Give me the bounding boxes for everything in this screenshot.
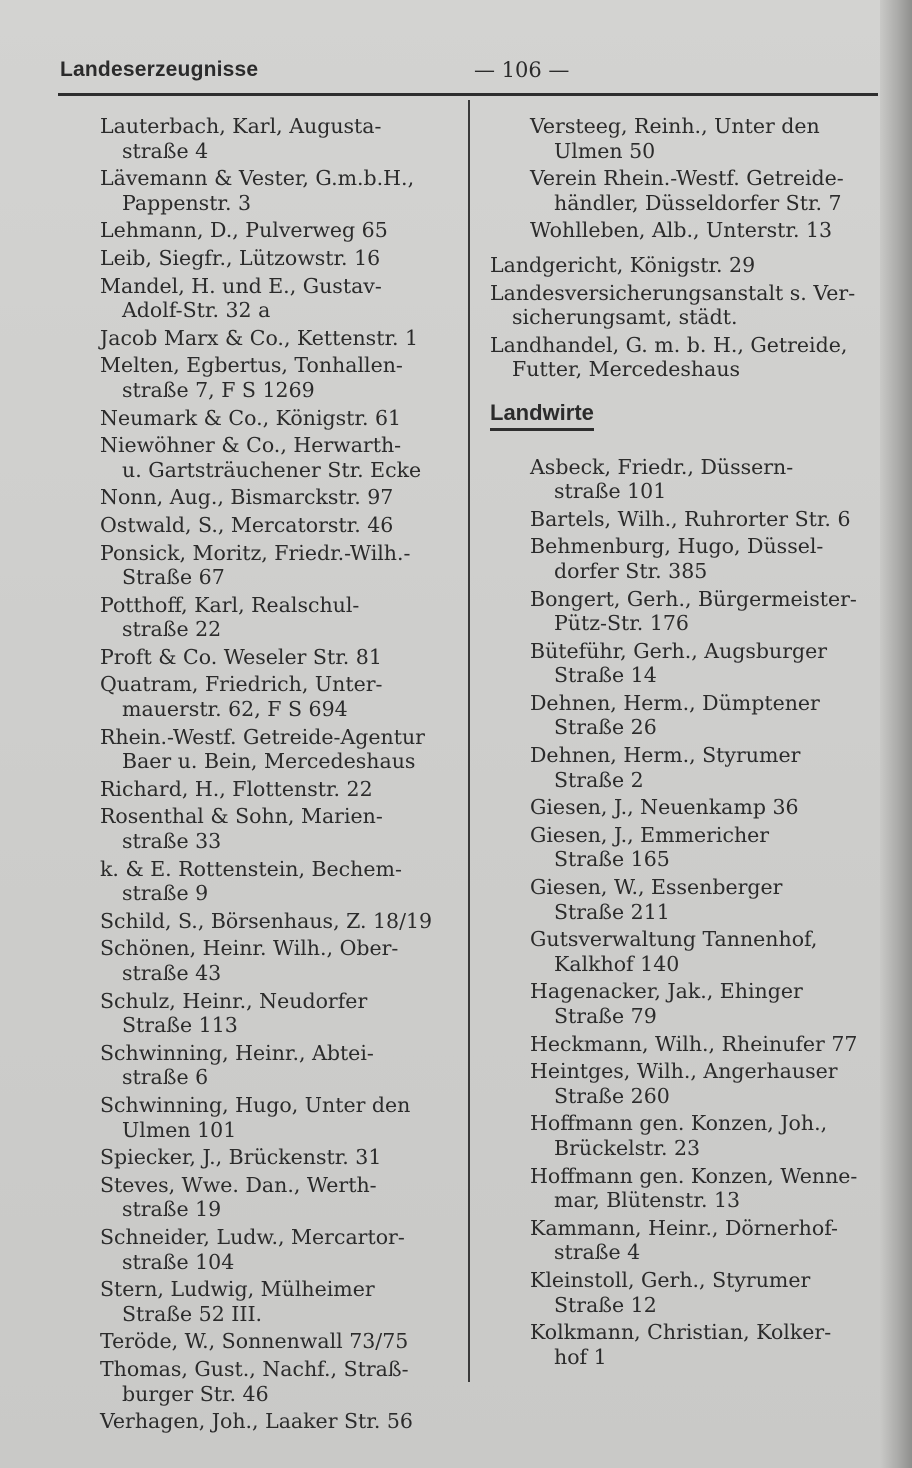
list-item	[490, 1216, 890, 1265]
list-item	[100, 1041, 460, 1090]
entry-name-line: Kammann, Heinr., Dörnerhof-	[530, 1215, 838, 1240]
entry-name-line: Gutsverwaltung Tannenhof,	[530, 927, 818, 952]
list-item	[100, 909, 460, 934]
entry-name-line: Hoffmann gen. Konzen, Joh.,	[530, 1111, 828, 1136]
entry-name-line: Giesen, W., Essenberger	[530, 875, 783, 900]
entry-name-line: Ostwald, S., Mercatorstr. 46	[100, 512, 394, 537]
list-item	[490, 1268, 890, 1317]
entry-continuation-line: Straße 165	[554, 847, 670, 872]
entry-continuation-line: burger Str. 46	[122, 1381, 269, 1406]
entry-name-line: Neumark & Co., Königstr. 61	[100, 405, 402, 430]
entry-continuation-line: sicherungsamt, städt.	[512, 305, 738, 330]
entry-name-line: Schulz, Heinr., Neudorfer	[100, 988, 368, 1013]
list-item	[490, 1164, 890, 1213]
entry-name-line: Büteführ, Gerh., Augsburger	[530, 638, 828, 663]
entry-continuation-line: Straße 12	[554, 1292, 657, 1317]
entry-name-line: Landhandel, G. m. b. H., Getreide,	[490, 332, 848, 357]
entry-continuation-line: straße 4	[554, 1240, 641, 1265]
entry-continuation-line: straße 9	[122, 881, 209, 906]
entry-name-line: Verhagen, Joh., Laaker Str. 56	[100, 1409, 413, 1434]
list-item	[100, 1277, 460, 1326]
entry-name-line: Teröde, W., Sonnenwall 73/75	[100, 1329, 409, 1354]
entry-continuation-line: u. Gartsträuchener Str. Ecke	[122, 457, 422, 482]
list-item	[100, 1093, 460, 1142]
entry-name-line: Spiecker, J., Brückenstr. 31	[100, 1145, 382, 1170]
running-header	[60, 58, 878, 90]
list-item	[490, 927, 890, 976]
entry-name-line: Behmenburg, Hugo, Düssel-	[530, 534, 824, 559]
entry-continuation-line: straße 22	[122, 617, 222, 642]
list-item	[490, 639, 890, 688]
list-item	[100, 114, 460, 163]
entry-continuation-line: mar, Blütenstr. 13	[554, 1188, 741, 1213]
list-item	[490, 795, 890, 820]
entry-name-line: Melten, Egbertus, Tonhallen-	[100, 353, 403, 378]
entry-continuation-line: Straße 52 III.	[122, 1301, 263, 1326]
entry-name-line: Thomas, Gust., Nachf., Straß-	[100, 1356, 409, 1381]
entry-continuation-line: Ulmen 101	[122, 1117, 237, 1142]
list-item	[490, 823, 890, 872]
entry-name-line: Jacob Marx & Co., Kettenstr. 1	[100, 325, 419, 350]
list-item	[100, 989, 460, 1038]
list-item	[100, 672, 460, 721]
entry-continuation-line: straße 101	[554, 479, 667, 504]
list-item	[490, 455, 890, 504]
entry-name-line: Hagenacker, Jak., Ehinger	[530, 979, 803, 1004]
entry-continuation-line: Straße 14	[554, 663, 657, 688]
list-item	[100, 218, 460, 243]
entry-name-line: Giesen, J., Emmericher	[530, 822, 770, 847]
list-item	[100, 433, 460, 482]
list-item	[490, 587, 890, 636]
entry-name-line: Landgericht, Königstr. 29	[490, 252, 756, 277]
entry-continuation-line: straße 6	[122, 1065, 209, 1090]
list-item	[490, 743, 890, 792]
entry-continuation-line: Adolf-Str. 32 a	[122, 298, 271, 323]
entry-continuation-line: straße 19	[122, 1197, 222, 1222]
entry-continuation-line: straße 7, F S 1269	[122, 377, 315, 402]
entry-name-line: Bartels, Wilh., Ruhrorter Str. 6	[530, 506, 851, 531]
section-heading-landwirte: Landwirte	[490, 401, 594, 431]
list-item	[100, 326, 460, 351]
entry-name-line: Versteeg, Reinh., Unter den	[530, 114, 820, 138]
entry-name-line: Dehnen, Herm., Dümptener	[530, 690, 820, 715]
entry-name-line: Kolkmann, Christian, Kolker-	[530, 1320, 832, 1345]
list-item	[100, 166, 460, 215]
entry-name-line: Bongert, Gerh., Bürgermeister-	[530, 586, 857, 611]
entry-name-line: Nonn, Aug., Bismarckstr. 97	[100, 485, 394, 510]
entry-name-line: Schneider, Ludw., Mercartor-	[100, 1224, 405, 1249]
list-item	[100, 513, 460, 538]
header-rule	[58, 93, 878, 96]
header-title: Landeserzeugnisse	[60, 58, 259, 81]
entry-continuation-line: Straße 67	[122, 565, 225, 590]
list-item	[100, 804, 460, 853]
list-item	[100, 353, 460, 402]
list-item	[490, 1111, 890, 1160]
entry-continuation-line: Baer u. Bein, Mercedeshaus	[122, 749, 416, 774]
list-item	[100, 246, 460, 271]
list-item	[100, 1329, 460, 1354]
entry-continuation-line: Straße 113	[122, 1013, 238, 1038]
entry-name-line: Leib, Siegfr., Lützowstr. 16	[100, 245, 381, 270]
entry-continuation-line: Pappenstr. 3	[122, 190, 252, 215]
entry-name-line: Quatram, Friedrich, Unter-	[100, 672, 383, 697]
page-number: — 106 —	[474, 58, 570, 82]
entry-name-line: Niewöhner & Co., Herwarth-	[100, 433, 402, 458]
entry-name-line: Schild, S., Börsenhaus, Z. 18/19	[100, 908, 433, 933]
entry-continuation-line: Straße 211	[554, 899, 670, 924]
list-item	[490, 114, 890, 163]
list-item	[100, 936, 460, 985]
entry-name-line: Mandel, H. und E., Gustav-	[100, 273, 382, 298]
entry-name-line: Steves, Wwe. Dan., Werth-	[100, 1172, 377, 1197]
list-item	[100, 645, 460, 670]
list-item	[100, 593, 460, 642]
list-item	[100, 1145, 460, 1170]
column-divider	[468, 100, 470, 1382]
entry-name-line: Rosenthal & Sohn, Marien-	[100, 804, 383, 829]
list-item	[100, 857, 460, 906]
list-item	[490, 281, 890, 330]
entry-name-line: Giesen, J., Neuenkamp 36	[530, 795, 799, 820]
entry-name-line: Lauterbach, Karl, Augusta-	[100, 114, 382, 138]
entry-continuation-line: straße 33	[122, 829, 222, 854]
list-item	[490, 1059, 890, 1108]
landwirte-entries	[490, 455, 890, 1370]
list-item	[100, 1409, 460, 1434]
list-item	[100, 1225, 460, 1274]
entry-continuation-line: mauerstr. 62, F S 694	[122, 697, 348, 722]
list-item	[490, 166, 890, 215]
list-item	[490, 507, 890, 532]
list-item	[490, 333, 890, 382]
entry-name-line: Ponsick, Moritz, Friedr.-Wilh.-	[100, 540, 411, 565]
list-item	[100, 485, 460, 510]
entry-name-line: Rhein.-Westf. Getreide-Agentur	[100, 724, 425, 749]
list-item	[100, 725, 460, 774]
entry-continuation-line: Straße 2	[554, 767, 644, 792]
list-item	[100, 406, 460, 431]
entry-continuation-line: Futter, Mercedeshaus	[512, 357, 741, 382]
entry-name-line: Schwinning, Heinr., Abtei-	[100, 1040, 374, 1065]
list-item	[490, 218, 890, 243]
entry-continuation-line: dorfer Str. 385	[554, 558, 708, 583]
list-item	[490, 691, 890, 740]
entry-continuation-line: Straße 26	[554, 715, 657, 740]
list-item	[490, 534, 890, 583]
entry-name-line: Heckmann, Wilh., Rheinufer 77	[530, 1031, 858, 1056]
entry-name-line: k. & E. Rottenstein, Bechem-	[100, 856, 402, 881]
entry-continuation-line: Straße 260	[554, 1083, 670, 1108]
entry-name-line: Asbeck, Friedr., Düssern-	[530, 454, 794, 479]
entry-name-line: Kleinstoll, Gerh., Styrumer	[530, 1267, 811, 1292]
list-item	[490, 875, 890, 924]
left-column	[100, 114, 460, 1437]
entry-name-line: Potthoff, Karl, Realschul-	[100, 592, 360, 617]
list-item	[100, 777, 460, 802]
list-item	[490, 253, 890, 278]
right-column	[490, 114, 890, 1372]
entry-continuation-line: Pütz-Str. 176	[554, 611, 689, 636]
entry-name-line: Proft & Co. Weseler Str. 81	[100, 644, 382, 669]
entry-name-line: Hoffmann gen. Konzen, Wenne-	[530, 1163, 858, 1188]
entry-continuation-line: Straße 79	[554, 1004, 657, 1028]
entry-name-line: Stern, Ludwig, Mülheimer	[100, 1277, 375, 1302]
entry-name-line: Lävemann & Vester, G.m.b.H.,	[100, 166, 415, 191]
right-top-entries	[490, 114, 890, 243]
list-item	[100, 1173, 460, 1222]
entry-name-line: Landesversicherungsanstalt s. Ver-	[490, 280, 856, 305]
entry-continuation-line: straße 43	[122, 961, 222, 985]
list-item	[490, 1032, 890, 1057]
entry-name-line: Wohlleben, Alb., Unterstr. 13	[530, 218, 833, 243]
entry-continuation-line: straße 104	[122, 1249, 235, 1274]
list-item	[100, 541, 460, 590]
list-item	[490, 1320, 890, 1369]
list-item	[490, 979, 890, 1028]
right-misc-entries	[490, 253, 890, 382]
entry-name-line: Schönen, Heinr. Wilh., Ober-	[100, 936, 399, 961]
entry-continuation-line: Kalkhof 140	[554, 951, 680, 976]
entry-continuation-line: straße 4	[122, 138, 209, 163]
entry-name-line: Schwinning, Hugo, Unter den	[100, 1092, 411, 1117]
list-item	[100, 1357, 460, 1406]
list-item	[100, 274, 460, 323]
entry-name-line: Dehnen, Herm., Styrumer	[530, 743, 801, 768]
entry-name-line: Heintges, Wilh., Angerhauser	[530, 1059, 838, 1084]
entry-name-line: Richard, H., Flottenstr. 22	[100, 776, 373, 801]
entry-continuation-line: Ulmen 50	[554, 138, 656, 163]
entry-name-line: Lehmann, D., Pulverweg 65	[100, 218, 388, 243]
entry-continuation-line: hof 1	[554, 1344, 607, 1369]
entry-name-line: Verein Rhein.-Westf. Getreide-	[530, 166, 844, 191]
entry-continuation-line: händler, Düsseldorfer Str. 7	[554, 190, 842, 215]
entry-continuation-line: Brückelstr. 23	[554, 1135, 701, 1160]
